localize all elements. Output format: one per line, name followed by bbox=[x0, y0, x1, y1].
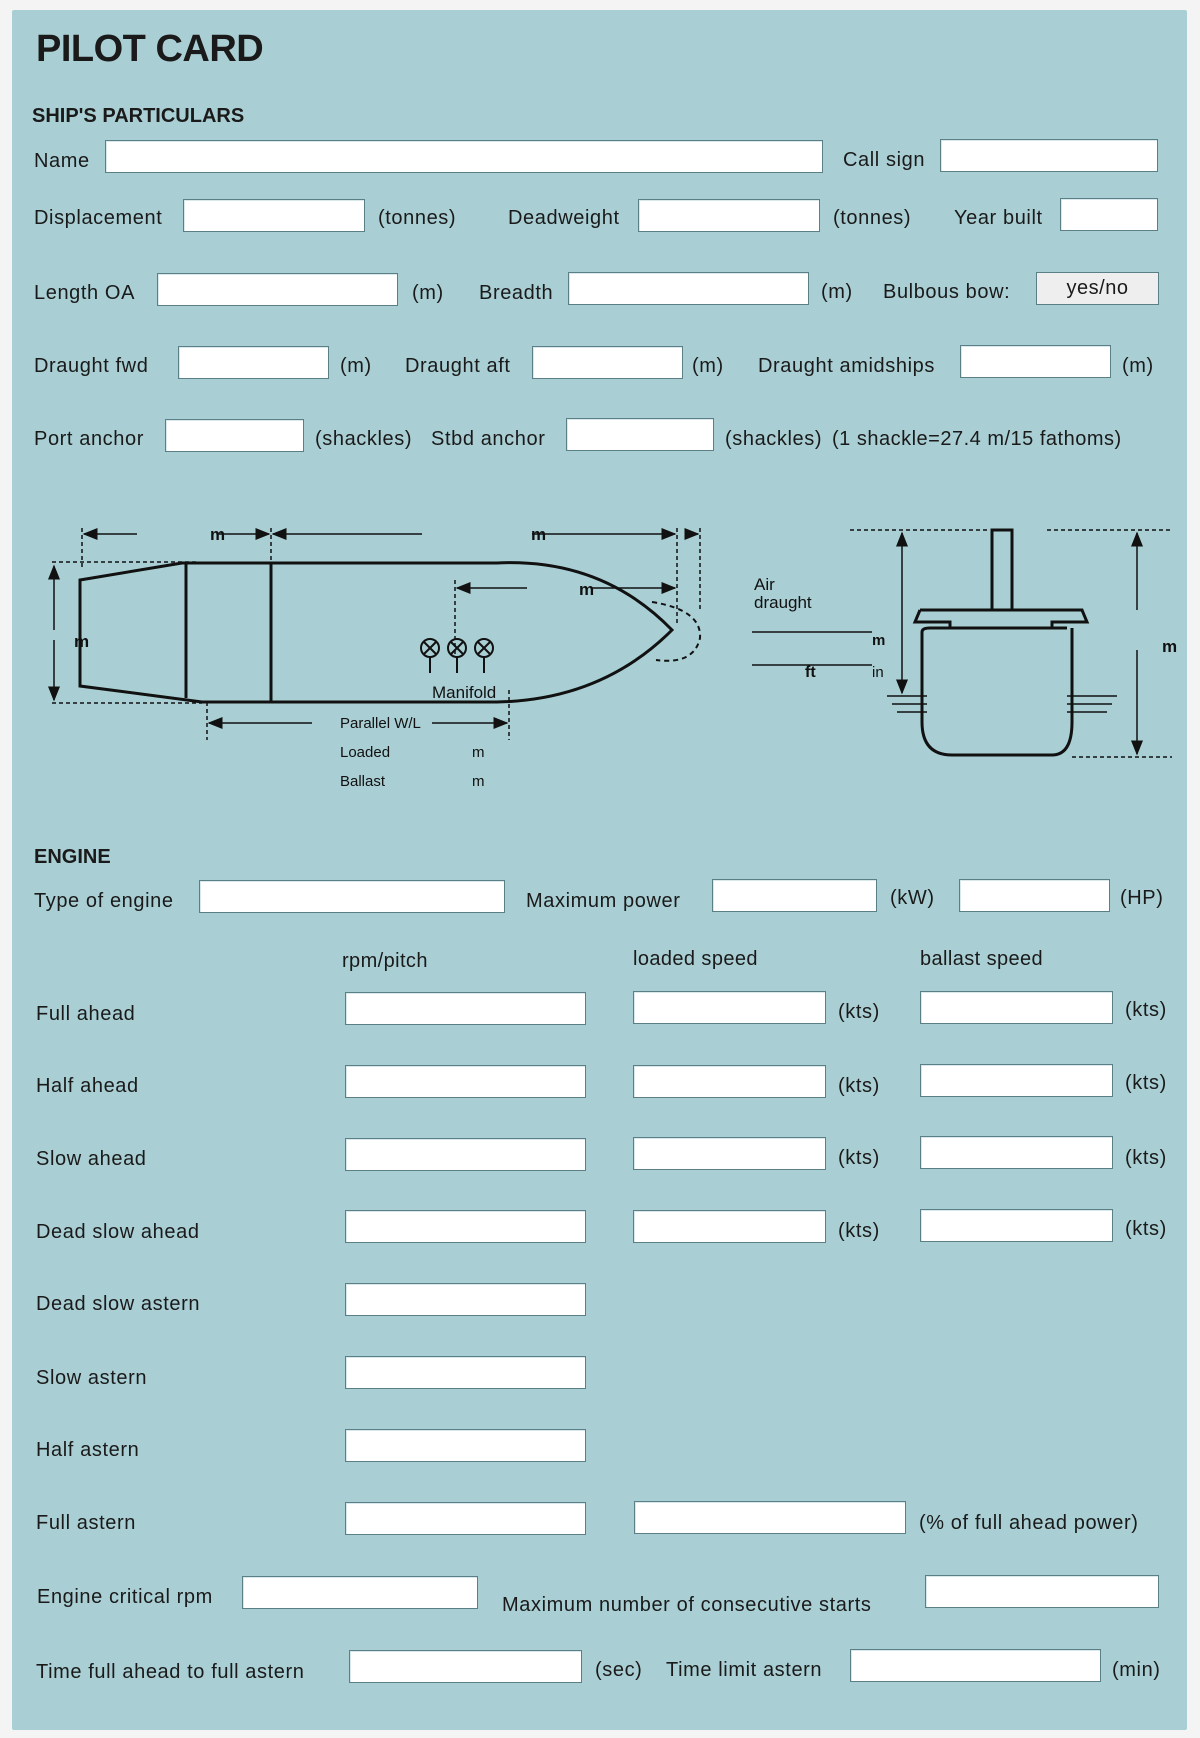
full-ahead-ballast-field[interactable] bbox=[920, 991, 1113, 1024]
col-ballast-speed: ballast speed bbox=[920, 948, 1044, 970]
time-full-ahead-astern-field[interactable] bbox=[349, 1650, 582, 1683]
dead-slow-ahead-rpm-field[interactable] bbox=[345, 1210, 586, 1243]
loaded-label: Loaded bbox=[340, 744, 391, 761]
page-title: PILOT CARD bbox=[36, 28, 264, 70]
time-full-ahead-astern-unit: (sec) bbox=[595, 1659, 643, 1681]
manifold-valves bbox=[421, 639, 493, 673]
call-sign-label: Call sign bbox=[843, 149, 926, 171]
year-built-label: Year built bbox=[954, 207, 1043, 229]
bulbous-bow-label: Bulbous bow: bbox=[883, 281, 1011, 303]
engine-critical-rpm-label: Engine critical rpm bbox=[37, 1586, 213, 1608]
slow-ahead-ballast-field[interactable] bbox=[920, 1136, 1113, 1169]
draught-amidships-label: Draught amidships bbox=[758, 355, 935, 377]
col-rpm-pitch: rpm/pitch bbox=[342, 950, 428, 972]
dim-m-aft: m bbox=[210, 525, 226, 544]
max-power-kw-field[interactable] bbox=[712, 879, 877, 912]
draught-aft-unit: (m) bbox=[692, 355, 724, 377]
draught-fwd-unit: (m) bbox=[340, 355, 372, 377]
air-draught-ft: ft bbox=[805, 664, 816, 681]
full-astern-rpm-field[interactable] bbox=[345, 1502, 586, 1535]
half-ahead-ballast-field[interactable] bbox=[920, 1064, 1113, 1097]
parallel-wl-label: Parallel W/L bbox=[340, 715, 421, 732]
full-ahead-ballast-unit: (kts) bbox=[1125, 999, 1167, 1021]
ship-cross-section bbox=[915, 530, 1087, 755]
pilot-card bbox=[12, 10, 1187, 1730]
air-draught-in: in bbox=[872, 664, 884, 681]
dim-m-manifold: m bbox=[579, 580, 595, 599]
manifold-label: Manifold bbox=[432, 683, 497, 702]
full-astern-power-field[interactable] bbox=[634, 1501, 906, 1534]
time-limit-astern-label: Time limit astern bbox=[666, 1659, 823, 1681]
dead-slow-ahead-ballast-field[interactable] bbox=[920, 1209, 1113, 1242]
ballast-label: Ballast bbox=[340, 773, 386, 790]
row-label-half-astern: Half astern bbox=[36, 1439, 140, 1461]
air-draught-m: m bbox=[872, 632, 886, 649]
displacement-unit: (tonnes) bbox=[378, 207, 457, 229]
ships-particulars-heading: SHIP'S PARTICULARS bbox=[32, 105, 245, 127]
time-limit-astern-unit: (min) bbox=[1112, 1659, 1161, 1681]
draught-amidships-unit: (m) bbox=[1122, 355, 1154, 377]
slow-ahead-loaded-unit: (kts) bbox=[838, 1147, 880, 1169]
bulbous-bow-toggle[interactable]: yes/no bbox=[1036, 272, 1159, 305]
max-power-hp-unit: (HP) bbox=[1120, 887, 1164, 909]
dead-slow-astern-rpm-field[interactable] bbox=[345, 1283, 586, 1316]
stbd-anchor-unit: (shackles) bbox=[725, 428, 823, 450]
breadth-label: Breadth bbox=[479, 282, 554, 304]
row-label-full-ahead: Full ahead bbox=[36, 1003, 136, 1025]
row-label-slow-astern: Slow astern bbox=[36, 1367, 148, 1389]
port-anchor-label: Port anchor bbox=[34, 428, 144, 450]
length-oa-label: Length OA bbox=[34, 282, 136, 304]
half-ahead-loaded-field[interactable] bbox=[633, 1065, 826, 1098]
ballast-m: m bbox=[472, 773, 485, 790]
air-draught-label: draught bbox=[754, 593, 812, 612]
air-label: Air bbox=[754, 575, 775, 594]
row-label-full-astern: Full astern bbox=[36, 1512, 136, 1534]
time-limit-astern-field[interactable] bbox=[850, 1649, 1101, 1682]
dim-m-height: m bbox=[1162, 637, 1178, 656]
engine-critical-rpm-field[interactable] bbox=[242, 1576, 478, 1609]
time-full-ahead-astern-label: Time full ahead to full astern bbox=[36, 1661, 305, 1683]
name-label: Name bbox=[34, 150, 90, 172]
max-power-kw-unit: (kW) bbox=[890, 887, 935, 909]
row-label-dead-slow-ahead: Dead slow ahead bbox=[36, 1221, 200, 1243]
stbd-anchor-label: Stbd anchor bbox=[431, 428, 546, 450]
port-anchor-unit: (shackles) bbox=[315, 428, 413, 450]
max-consecutive-starts-label: Maximum number of consecutive starts bbox=[502, 1594, 872, 1616]
type-of-engine-field[interactable] bbox=[199, 880, 505, 913]
dead-slow-ahead-loaded-field[interactable] bbox=[633, 1210, 826, 1243]
ship-diagram bbox=[12, 10, 1187, 810]
draught-fwd-label: Draught fwd bbox=[34, 355, 149, 377]
slow-ahead-rpm-field[interactable] bbox=[345, 1138, 586, 1171]
displacement-label: Displacement bbox=[34, 207, 163, 229]
deadweight-unit: (tonnes) bbox=[833, 207, 912, 229]
max-power-hp-field[interactable] bbox=[959, 879, 1110, 912]
loaded-m: m bbox=[472, 744, 485, 761]
dead-slow-ahead-loaded-unit: (kts) bbox=[838, 1220, 880, 1242]
breadth-unit: (m) bbox=[821, 281, 853, 303]
row-label-half-ahead: Half ahead bbox=[36, 1075, 139, 1097]
dim-m-overall: m bbox=[531, 525, 547, 544]
row-label-slow-ahead: Slow ahead bbox=[36, 1148, 147, 1170]
half-ahead-ballast-unit: (kts) bbox=[1125, 1072, 1167, 1094]
bulbous-bow-outline bbox=[652, 602, 700, 661]
engine-heading: ENGINE bbox=[34, 846, 111, 868]
half-astern-rpm-field[interactable] bbox=[345, 1429, 586, 1462]
max-consecutive-starts-field[interactable] bbox=[925, 1575, 1159, 1608]
type-of-engine-label: Type of engine bbox=[34, 890, 174, 912]
maximum-power-label: Maximum power bbox=[526, 890, 681, 912]
half-ahead-loaded-unit: (kts) bbox=[838, 1075, 880, 1097]
full-ahead-loaded-unit: (kts) bbox=[838, 1001, 880, 1023]
length-oa-unit: (m) bbox=[412, 282, 444, 304]
full-ahead-loaded-field[interactable] bbox=[633, 991, 826, 1024]
dim-m-depth: m bbox=[74, 632, 90, 651]
slow-ahead-ballast-unit: (kts) bbox=[1125, 1147, 1167, 1169]
slow-ahead-loaded-field[interactable] bbox=[633, 1137, 826, 1170]
col-loaded-speed: loaded speed bbox=[633, 948, 758, 970]
dead-slow-ahead-ballast-unit: (kts) bbox=[1125, 1218, 1167, 1240]
row-label-dead-slow-astern: Dead slow astern bbox=[36, 1293, 201, 1315]
draught-aft-label: Draught aft bbox=[405, 355, 511, 377]
slow-astern-rpm-field[interactable] bbox=[345, 1356, 586, 1389]
full-astern-power-unit: (% of full ahead power) bbox=[919, 1512, 1139, 1534]
full-ahead-rpm-field[interactable] bbox=[345, 992, 586, 1025]
half-ahead-rpm-field[interactable] bbox=[345, 1065, 586, 1098]
shackle-note: (1 shackle=27.4 m/15 fathoms) bbox=[832, 428, 1122, 450]
deadweight-label: Deadweight bbox=[508, 207, 620, 229]
